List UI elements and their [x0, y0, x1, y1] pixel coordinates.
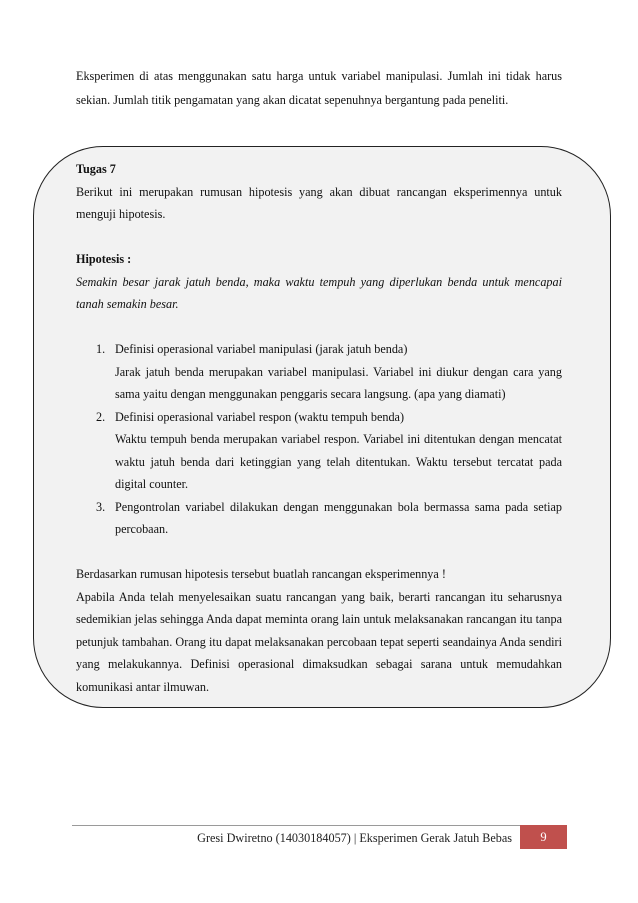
instruction-text: Berdasarkan rumusan hipotesis tersebut buatlah rancangan eksperimennya !: [76, 567, 446, 581]
footer-text: Gresi Dwiretno (14030184057) | Eksperimen Gerak Jatuh Bebas: [197, 831, 512, 845]
list-number: 1.: [96, 342, 106, 356]
list-item-body: Waktu tempuh benda merupakan variabel respon. Variabel ini ditentukan dengan mencatat waktu jatuh benda dari ketinggian yang telah ditentukan. Waktu tersebut tercatat pada digital counter.: [115, 432, 562, 491]
list-item: [76, 496, 562, 541]
task-title: Tugas 7: [76, 162, 116, 176]
definition-list: [76, 338, 562, 541]
list-number: 3.: [96, 499, 106, 514]
list-item: [76, 338, 562, 406]
task-intro: Berikut ini merupakan rumusan hipotesis yang akan dibuat rancangan eksperimennya untuk menguji hipotesis.: [76, 184, 562, 221]
list-number: 2.: [96, 409, 106, 424]
list-item-body: Jarak jatuh benda merupakan variabel manipulasi. Variabel ini diukur dengan cara yang sama yaitu dengan menggunakan penggaris secara langsung. (apa yang diamati): [115, 364, 562, 401]
spacer: [76, 226, 562, 249]
list-item-heading: Definisi operasional variabel manipulasi (jarak jatuh benda): [115, 342, 408, 356]
closing-paragraph: Apabila Anda telah menyelesaikan suatu rancangan yang baik, berarti rancangan itu seharusnya sedemikian jelas sehingga Anda dapat meminta orang lain untuk melaksanakan rancangan itu tanpa petunjuk tambahan. Orang itu dapat melaksanakan percobaan tepat seperti seandainya Anda sendiri yang melakukannya. Definisi operasional dimaksudkan sebagai sarana untuk memudahkan komunikasi antar ilmuwan.: [76, 589, 562, 694]
intro-paragraph: Eksperimen di atas menggunakan satu harga untuk variabel manipulasi. Jumlah ini tidak harus sekian. Jumlah titik pengamatan yang akan dicatat sepenuhnya bergantung pada peneliti.: [76, 69, 562, 107]
list-item: [76, 406, 562, 496]
spacer: [76, 541, 562, 564]
task-content: [76, 158, 562, 698]
spacer: [76, 316, 562, 339]
hypothesis-label: Hipotesis :: [76, 252, 132, 266]
page-number: 9: [520, 825, 567, 849]
list-item-body: Pengontrolan variabel dilakukan dengan menggunakan bola bermassa sama pada setiap percobaan.: [115, 499, 562, 536]
hypothesis-text: Semakin besar jarak jatuh benda, maka waktu tempuh yang diperlukan benda untuk mencapai tanah semakin besar.: [76, 274, 562, 311]
list-item-heading: Definisi operasional variabel respon (waktu tempuh benda): [115, 409, 405, 424]
